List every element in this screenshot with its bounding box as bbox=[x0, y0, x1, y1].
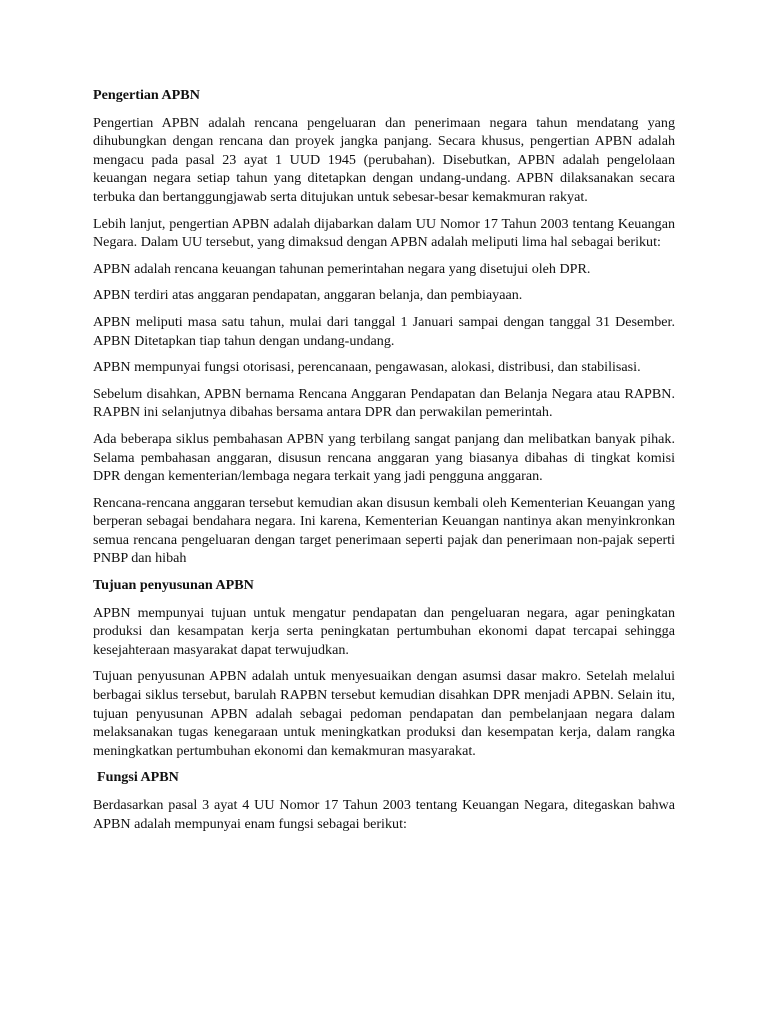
paragraph: Tujuan penyusunan APBN adalah untuk menyesuaikan dengan asumsi dasar makro. Setelah melalui berbagai siklus tersebut, barulah RAPBN tersebut kemudian disahkan DPR menjadi APBN. Selain itu, tujuan penyusunan APBN adalah sebagai pedoman pendapatan dan pembelanjaan negara dalam melaksanakan tugas kenegaraan untuk meningkatkan produksi dan kesempatan kerja, dalam rangka meningkatkan pertumbuhan ekonomi dan kemakmuran masyarakat. bbox=[93, 668, 675, 759]
paragraph: Sebelum disahkan, APBN bernama Rencana Anggaran Pendapatan dan Belanja Negara atau RAPBN. RAPBN ini selanjutnya dibahas bersama antara DPR dan perwakilan pemerintah. bbox=[93, 385, 675, 421]
section-heading-tujuan: Tujuan penyusunan APBN bbox=[93, 577, 254, 594]
paragraph: APBN mempunyai tujuan untuk mengatur pendapatan dan pengeluaran negara, agar peningkatan produksi dan kesampatan kerja serta peningkatan pertumbuhan ekonomi dapat tercapai sehingga kesejahteraan masyarakat dapat terwujudkan. bbox=[93, 604, 675, 658]
paragraph: APBN meliputi masa satu tahun, mulai dari tanggal 1 Januari sampai dengan tanggal 31 Desember. APBN Ditetapkan tiap tahun dengan undang-undang. bbox=[93, 313, 675, 349]
paragraph: APBN mempunyai fungsi otorisasi, perencanaan, pengawasan, alokasi, distribusi, dan stabilisasi. bbox=[93, 359, 641, 376]
section-heading-fungsi: Fungsi APBN bbox=[97, 769, 179, 786]
paragraph: Rencana-rencana anggaran tersebut kemudian akan disusun kembali oleh Kementerian Keuangan yang berperan sebagai bendahara negara. Ini karena, Kementerian Keuangan nantinya akan menyinkronkan semua rencana pengeluaran dengan target penerimaan seperti pajak dan penerimaan non-pajak seperti PNBP dan hibah bbox=[93, 494, 675, 567]
paragraph: Berdasarkan pasal 3 ayat 4 UU Nomor 17 Tahun 2003 tentang Keuangan Negara, ditegaskan bahwa APBN adalah mempunyai enam fungsi sebagai berikut: bbox=[93, 797, 675, 832]
paragraph: APBN terdiri atas anggaran pendapatan, anggaran belanja, dan pembiayaan. bbox=[93, 287, 523, 304]
paragraph: APBN adalah rencana keuangan tahunan pemerintahan negara yang disetujui oleh DPR. bbox=[93, 260, 591, 277]
document-body bbox=[93, 86, 675, 841]
paragraph: Ada beberapa siklus pembahasan APBN yang terbilang sangat panjang dan melibatkan banyak pihak. Selama pembahasan anggaran, disusun rencana anggaran yang biasanya dibahas di tingkat komisi DPR dengan kementerian/lembaga negara terkait yang jadi pengguna anggaran. bbox=[93, 430, 675, 485]
section-heading-pengertian: Pengertian APBN bbox=[93, 87, 200, 103]
paragraph: Lebih lanjut, pengertian APBN adalah dijabarkan dalam UU Nomor 17 Tahun 2003 tentang Keuangan Negara. Dalam UU tersebut, yang dimaksud dengan APBN adalah meliputi lima hal sebagai berikut: bbox=[93, 215, 675, 251]
paragraph: Pengertian APBN adalah rencana pengeluaran dan penerimaan negara tahun mendatang yang dihubungkan dengan rencana dan proyek jangka panjang. Secara khusus, pengertian APBN adalah mengacu pada pasal 23 ayat 1 UUD 1945 (perubahan). Disebutkan, APBN adalah pengelolaan keuangan negara setiap tahun yang ditetapkan dengan undang-undang. APBN dilaksanakan secara terbuka dan bertanggungjawab serta ditujukan untuk sebesar-besar kemakmuran rakyat. bbox=[93, 114, 675, 205]
